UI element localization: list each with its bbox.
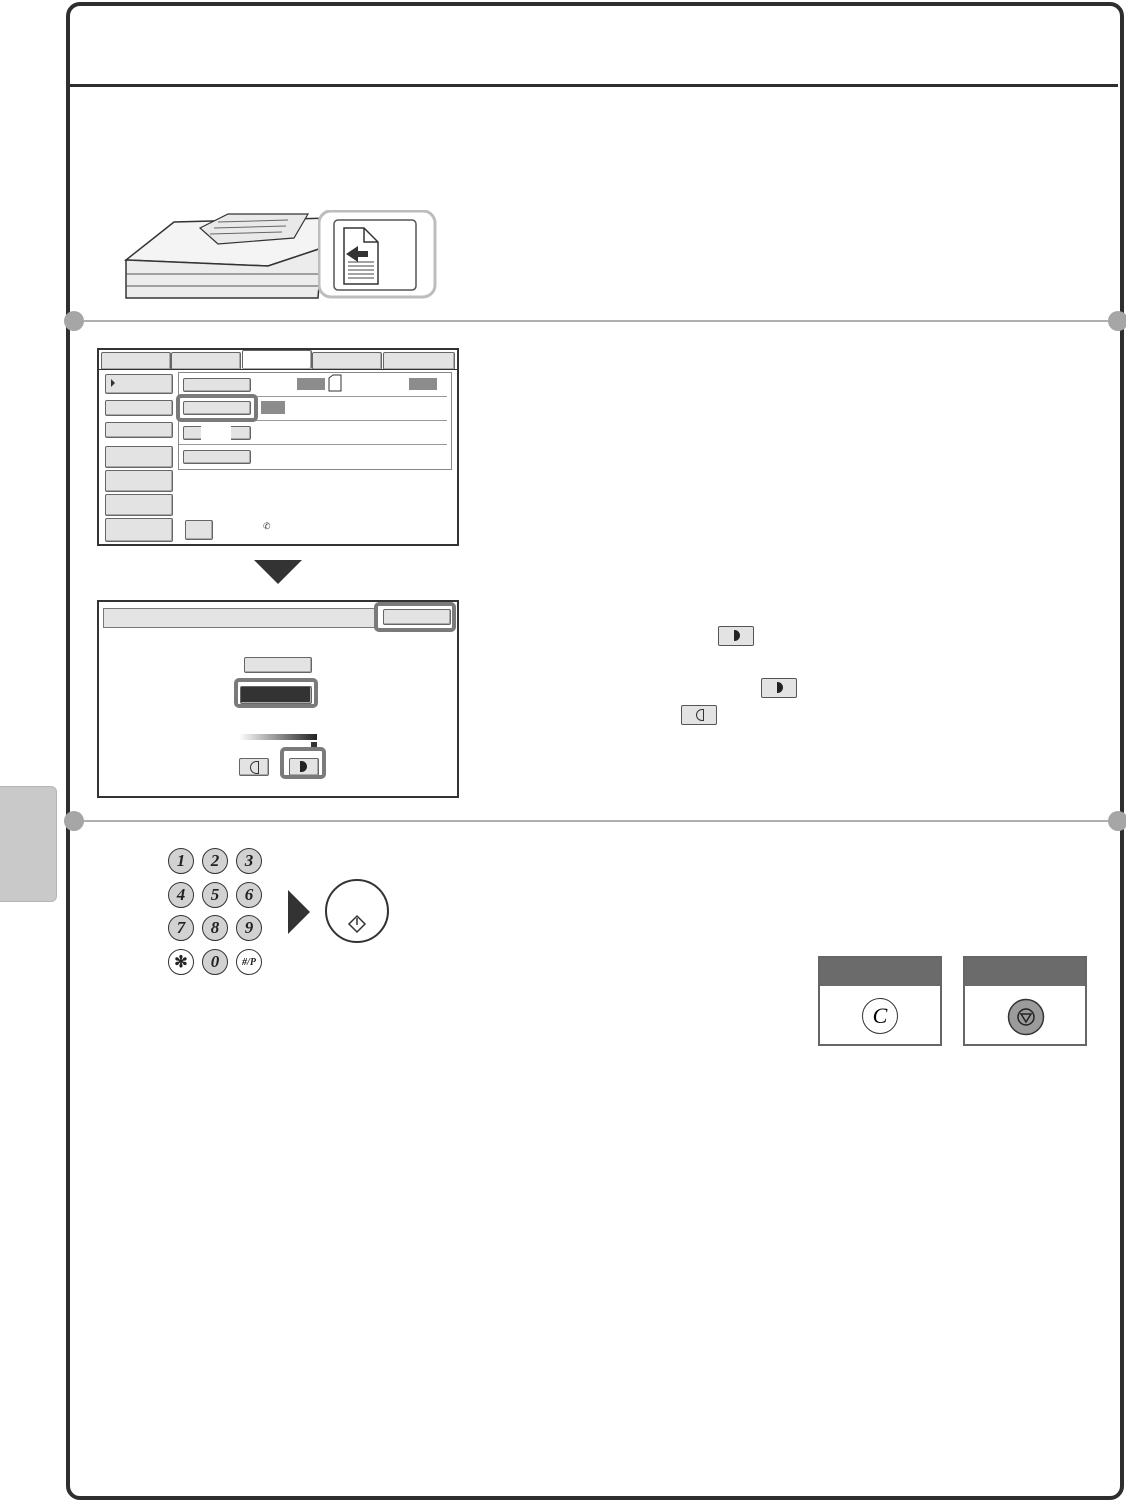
side-menu-item[interactable] — [105, 518, 173, 542]
chapter-side-tab — [0, 786, 57, 902]
side-menu-item[interactable] — [105, 374, 173, 394]
fax-base-screen — [97, 348, 459, 546]
numeric-key-6[interactable]: 6 — [236, 882, 262, 908]
exposure-button-highlight — [176, 394, 258, 422]
step-divider — [74, 820, 1116, 822]
program-key[interactable]: #/P — [236, 949, 262, 975]
lighter-glyph — [696, 709, 704, 721]
step-dot — [1108, 811, 1126, 831]
exposure-badge — [261, 401, 285, 414]
numeric-key-9[interactable]: 9 — [236, 915, 262, 941]
lighter-glyph — [250, 761, 259, 774]
original-orientation-icon — [318, 210, 438, 300]
stop-key-panel — [963, 956, 1087, 1046]
exposure-level-scale — [239, 734, 317, 740]
ok-button-highlight — [374, 602, 456, 632]
numeric-key-0[interactable]: 0 — [202, 949, 228, 975]
auto-button[interactable] — [244, 657, 312, 673]
button-gap — [201, 424, 231, 440]
asterisk-key[interactable]: ✻ — [168, 949, 194, 975]
step-divider — [74, 320, 1116, 322]
tab-1[interactable] — [101, 352, 171, 370]
panel-header — [965, 958, 1085, 986]
numeric-key-2[interactable]: 2 — [202, 848, 228, 874]
darker-button-highlight — [280, 747, 326, 779]
tab-2[interactable] — [171, 352, 241, 370]
title-divider — [68, 84, 1118, 87]
numeric-key-1[interactable]: 1 — [168, 848, 194, 874]
side-menu-item[interactable] — [105, 400, 173, 416]
original-orientation-icon — [328, 374, 342, 392]
phone-icon: ✆ — [263, 522, 271, 532]
numeric-key-5[interactable]: 5 — [202, 882, 228, 908]
arrow-right-icon — [288, 890, 310, 934]
tab-3-active[interactable] — [242, 350, 312, 369]
side-menu-item[interactable] — [105, 470, 173, 492]
side-menu-item[interactable] — [105, 422, 173, 438]
clear-key-panel — [818, 956, 942, 1046]
side-menu-item[interactable] — [105, 494, 173, 516]
file-button[interactable] — [183, 450, 251, 464]
screen-title-bar — [103, 608, 375, 628]
original-size-badge — [297, 378, 325, 390]
stop-icon[interactable] — [1007, 998, 1045, 1036]
numeric-key-4[interactable]: 4 — [168, 882, 194, 908]
numeric-key-8[interactable]: 8 — [202, 915, 228, 941]
tab-bar-line — [99, 369, 457, 370]
start-icon[interactable] — [324, 878, 390, 944]
selected-arrow-icon — [111, 379, 115, 387]
numeric-key-3[interactable]: 3 — [236, 848, 262, 874]
tab-5[interactable] — [383, 352, 455, 370]
step-dot — [1108, 311, 1126, 331]
step-dot — [64, 311, 84, 331]
address-book-icon[interactable] — [185, 520, 213, 540]
arrow-down-icon — [254, 560, 302, 584]
clear-icon[interactable]: C — [862, 998, 898, 1034]
manual-button-highlight — [234, 678, 318, 708]
numeric-key-7[interactable]: 7 — [168, 915, 194, 941]
side-menu-item[interactable] — [105, 446, 173, 468]
send-size-badge — [409, 378, 437, 390]
step-dot — [64, 811, 84, 831]
original-button[interactable] — [183, 378, 251, 392]
tab-4[interactable] — [312, 352, 382, 370]
panel-header — [820, 958, 940, 986]
row-divider — [179, 444, 447, 445]
